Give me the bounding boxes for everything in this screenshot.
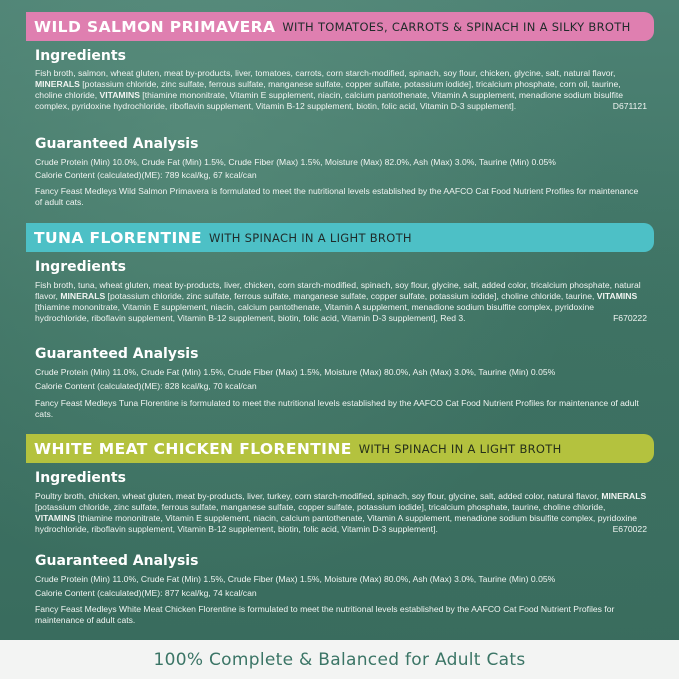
salmon-product-subtitle: WITH TOMATOES, CARROTS & SPINACH IN A SILKY BROTH: [282, 19, 631, 34]
chicken-ingredients-text: [35, 491, 647, 535]
chicken-product-name: WHITE MEAT CHICKEN FLORENTINE: [34, 439, 352, 458]
tuna-banner: [26, 223, 654, 252]
chicken-vitamins-label: VITAMINS: [35, 512, 76, 523]
salmon-vitamins-label: VITAMINS: [99, 89, 140, 100]
tuna-minerals-label: MINERALS: [60, 290, 106, 301]
chicken-analysis-heading: Guaranteed Analysis: [35, 553, 199, 569]
tuna-product-subtitle: WITH SPINACH IN A LIGHT BROTH: [209, 230, 412, 245]
tuna-ingredients-part-a: Fish broth, tuna, wheat gluten, meat by-products, liver, chicken, corn starch-modified, spinach, soy flour, glycine, salt, added color, tricalcium phosphate, natural flavor,: [35, 280, 641, 301]
chicken-banner: [26, 434, 654, 463]
salmon-ingredients-part-a: Fish broth, salmon, wheat gluten, meat by-products, liver, tomatoes, carrots, corn starch-modified, spinach, soy flour, chicken, glycine, salt, natural flavor,: [35, 68, 616, 78]
salmon-ingredients-part-c: [thiamine mononitrate, Vitamin E supplement, niacin, calcium pantothenate, Vitamin A supplement, menadione sodium bisulfite complex, pyridoxine hydrochloride, riboflavin supplement, Vitamin B-12 supplement, biotin, folic acid, Vitamin D-3 supplement].: [35, 89, 624, 111]
salmon-ingredients-text: [35, 68, 647, 112]
tuna-vitamins-label: VITAMINS: [596, 290, 638, 301]
chicken-ingredients-part-a: Poultry broth, chicken, wheat gluten, meat by-products, liver, turkey, corn starch-modified, spinach, soy flour, glycine, salt, added color, natural flavor,: [35, 491, 602, 501]
tuna-product-code: F670222: [613, 312, 647, 323]
chicken-minerals-label: MINERALS: [601, 491, 647, 501]
footer-bar: [0, 640, 679, 679]
chicken-ingredients-part-c: [thiamine mononitrate, Vitamin E supplement, niacin, calcium pantothenate, Vitamin A supplement, menadione sodium bisulfite complex, pyridoxine hydrochloride, riboflavin supplement, Vitamin B-12 supplement, biotin, folic acid, Vitamin D-3 supplement].: [35, 512, 637, 534]
chicken-aafco-statement: Fancy Feast Medleys White Meat Chicken Florentine is formulated to meet the nutritional levels established by the AAFCO Cat Food Nutrient Profiles for maintenance of adult cats.: [35, 604, 615, 625]
chicken-ingredients-part-b: [potassium chloride, zinc sulfate, ferrous sulfate, manganese sulfate, copper sulfate, potassium iodide], tricalcium phosphate, taurine, choline chloride,: [35, 501, 606, 512]
tuna-product-name: TUNA FLORENTINE: [34, 228, 203, 247]
tuna-ingredients-part-b: [potassium chloride, zinc sulfate, ferrous sulfate, manganese sulfate, copper sulfate, potassium iodide], choline chloride, taurine,: [105, 290, 597, 301]
complete-balanced-tagline: 100% Complete & Balanced for Adult Cats: [153, 649, 526, 670]
salmon-product-code: D671121: [612, 100, 647, 111]
salmon-minerals-label: MINERALS: [35, 78, 80, 89]
chicken-ingredients-heading: Ingredients: [35, 470, 126, 486]
tuna-ingredients-text: [35, 280, 647, 324]
chicken-product-code: E670022: [612, 523, 647, 534]
salmon-ingredients-heading: Ingredients: [35, 48, 126, 64]
salmon-analysis-text: Crude Protein (Min) 10.0%, Crude Fat (Min) 1.5%, Crude Fiber (Max) 1.5%, Moisture (Max) 82.0%, Ash (Max) 3.0%, Taurine (Min) 0.05%: [35, 157, 556, 167]
chicken-calorie-text: Calorie Content (calculated)(ME): 877 kcal/kg, 74 kcal/can: [35, 588, 257, 598]
tuna-calorie-text: Calorie Content (calculated)(ME): 828 kcal/kg, 70 kcal/can: [35, 381, 257, 391]
salmon-ingredients-part-b: [potassium chloride, zinc sulfate, ferrous sulfate, manganese sulfate, copper sulfate, potassium iodide], tricalcium phosphate, corn oil, taurine, choline chloride,: [35, 78, 621, 100]
tuna-ingredients-heading: Ingredients: [35, 259, 126, 275]
salmon-banner: [26, 12, 654, 41]
tuna-analysis-text: Crude Protein (Min) 11.0%, Crude Fat (Min) 1.5%, Crude Fiber (Max) 1.5%, Moisture (Max) 80.0%, Ash (Max) 3.0%, Taurine (Min) 0.05%: [35, 367, 556, 377]
chicken-analysis-text: Crude Protein (Min) 11.0%, Crude Fat (Min) 1.5%, Crude Fiber (Max) 1.5%, Moisture (Max) 80.0%, Ash (Max) 3.0%, Taurine (Min) 0.05%: [35, 574, 556, 584]
salmon-aafco-statement: Fancy Feast Medleys Wild Salmon Primavera is formulated to meet the nutritional levels established by the AAFCO Cat Food Nutrient Profiles for maintenance of adult cats.: [35, 186, 639, 207]
salmon-product-name: WILD SALMON PRIMAVERA: [34, 17, 276, 36]
salmon-calorie-text: Calorie Content (calculated)(ME): 789 kcal/kg, 67 kcal/can: [35, 170, 257, 180]
salmon-analysis-heading: Guaranteed Analysis: [35, 136, 199, 152]
tuna-analysis-heading: Guaranteed Analysis: [35, 346, 199, 362]
tuna-ingredients-part-c: [thiamine mononitrate, Vitamin E supplement, niacin, calcium pantothenate, Vitamin A supplement, menadione sodium bisulfite complex, pyridoxine hydrochloride, riboflavin supplement, Vitamin B-12 supplement, biotin, folic acid, Vitamin D-3 supplement], Red 3.: [35, 301, 595, 323]
chicken-product-subtitle: WITH SPINACH IN A LIGHT BROTH: [358, 441, 562, 456]
tuna-aafco-statement: Fancy Feast Medleys Tuna Florentine is formulated to meet the nutritional levels established by the AAFCO Cat Food Nutrient Profiles for maintenance of adult cats.: [35, 398, 639, 419]
